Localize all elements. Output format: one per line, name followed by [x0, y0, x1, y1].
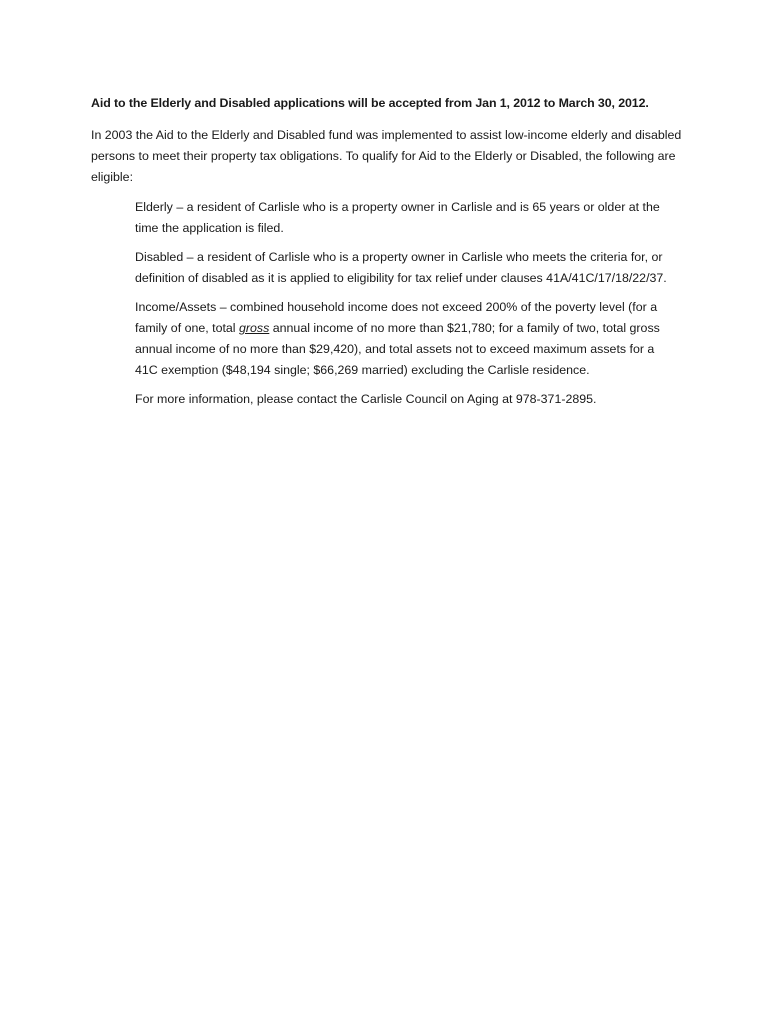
income-assets-text-after-gross: annual income of no more than $21,780; for a family of two, total gross annual income of no more than $29,420), and total assets not to exceed maximum assets for a 41C exemption ($48,194 single; $66,269 married) excluding the Carlisle residence. — [135, 321, 660, 377]
income-assets-eligibility — [135, 297, 680, 381]
elderly-eligibility: Elderly – a resident of Carlisle who is a property owner in Carlisle and is 65 years or older at the time the application is filed. — [135, 200, 660, 235]
disabled-eligibility: Disabled – a resident of Carlisle who is a property owner in Carlisle who meets the criteria for, or definition of disabled as it is applied to eligibility for tax relief under clauses 41A/41C/17/18/22/37. — [135, 250, 667, 285]
income-assets-text-before-gross: Income/Assets – combined household income does not exceed 200% of the poverty level (for a family of one, total — [135, 300, 658, 335]
document-content — [91, 93, 691, 410]
intro-paragraph: In 2003 the Aid to the Elderly and Disabled fund was implemented to assist low-income elderly and disabled persons to meet their property tax obligations. To qualify for Aid to the Elderly or Disabled, the following are eligible: — [91, 128, 682, 184]
gross-emphasis: gross — [239, 321, 270, 335]
document-heading: Aid to the Elderly and Disabled applications will be accepted from Jan 1, 2012 to March 30, 2012. — [91, 96, 649, 110]
contact-information: For more information, please contact the Carlisle Council on Aging at 978-371-2895. — [135, 392, 597, 406]
